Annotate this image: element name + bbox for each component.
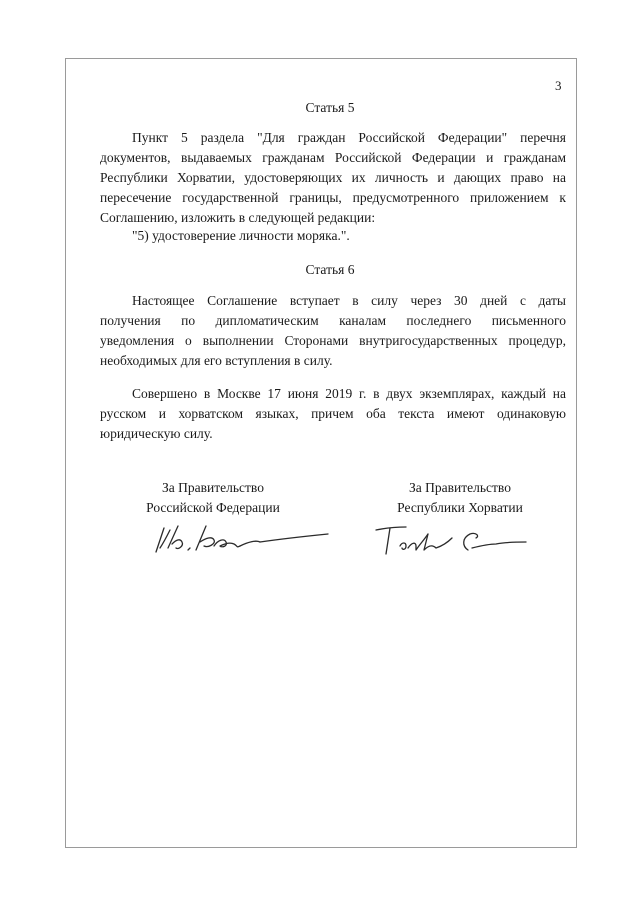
article-5-paragraph (100, 128, 566, 228)
closing-line: русском и хорватском языках, причем оба текста имеют одинаковую (100, 406, 566, 421)
signatory-croatia-line2: Республики Хорватии (397, 500, 523, 515)
article-5-line: пересечение государственной границы, предусмотренного приложением к (100, 190, 566, 205)
article-6-heading: Статья 6 (305, 262, 355, 277)
signatory-russia-line1: За Правительство (162, 480, 264, 495)
closing-line: юридическую силу. (100, 426, 213, 441)
signatory-russia (113, 478, 313, 518)
article-6-line: Настоящее Соглашение вступает в силу через 30 дней с даты (132, 293, 566, 308)
article-5-quote: "5) удостоверение личности моряка.". (132, 228, 350, 243)
article-5-line: Республики Хорватии, удостоверяющих их личность и дающих право на (100, 170, 566, 185)
article-5-line: Соглашению, изложить в следующей редакции: (100, 210, 376, 225)
page-number: 3 (555, 78, 562, 93)
signatory-croatia (360, 478, 560, 518)
signature-russia (148, 518, 333, 560)
signature-croatia (372, 520, 532, 560)
signatory-croatia-line1: За Правительство (409, 480, 511, 495)
article-6-paragraph (100, 291, 566, 371)
article-5-line: документов, выдаваемых гражданам Российской Федерации и гражданам (100, 150, 566, 165)
article-6-line: уведомления о выполнении Сторонами внутригосударственных процедур, (100, 333, 566, 348)
signatory-russia-line2: Российской Федерации (146, 500, 280, 515)
article-6-line: получения по дипломатическим каналам последнего письменного (100, 313, 566, 328)
closing-paragraph (100, 384, 566, 444)
article-5-line: Пункт 5 раздела "Для граждан Российской Федерации" перечня (132, 130, 566, 145)
article-6-line: необходимых для его вступления в силу. (100, 353, 333, 368)
closing-line: Совершено в Москве 17 июня 2019 г. в двух экземплярах, каждый на (132, 386, 566, 401)
article-5-heading: Статья 5 (305, 100, 355, 115)
